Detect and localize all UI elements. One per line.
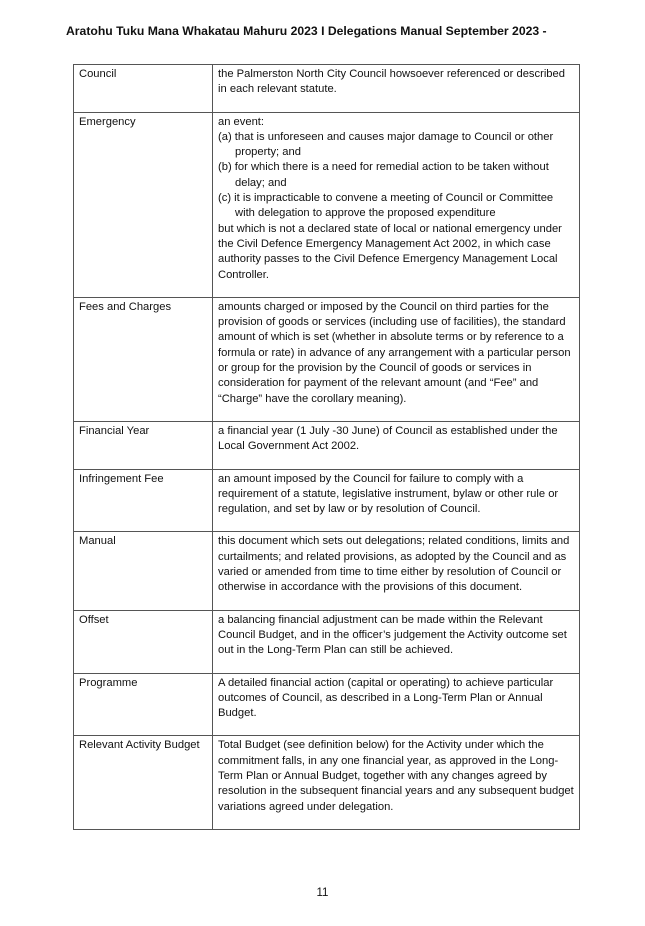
definition-text: the Palmerston North City Council howsoever referenced or described in each relevant statute. — [218, 68, 565, 96]
page-header-title: Aratohu Tuku Mana Whakatau Mahuru 2023 I Delegations Manual September 2023 - — [66, 24, 547, 38]
term-cell: Financial Year — [74, 421, 213, 469]
table-row — [74, 610, 580, 673]
definitions-table-body — [74, 65, 580, 830]
definition-list-item: (c) it is impracticable to convene a meeting of Council or Committee with delegation to approve the proposed expenditure — [218, 192, 554, 220]
definition-cell — [213, 736, 580, 829]
definition-cell — [213, 297, 580, 421]
definitions-table — [73, 64, 580, 830]
definition-text: Total Budget (see definition below) for the Activity under which the commitment falls, in any one financial year, as approved in the Long-Term Plan or Annual Budget, together with any changes agreed by resolution in the subsequent financial years and any subsequent budget variations agreed under delegation. — [218, 739, 574, 813]
definition-cell — [213, 65, 580, 113]
definition-text: a balancing financial adjustment can be made within the Relevant Council Budget, and in the officer’s judgement the Activity outcome set out in the Long-Term Plan can still be achieved. — [218, 613, 567, 657]
page-number: 11 — [316, 887, 329, 899]
table-row — [74, 297, 580, 421]
term-cell: Infringement Fee — [74, 469, 213, 532]
table-row — [74, 469, 580, 532]
definition-cell — [213, 469, 580, 532]
definition-cell — [213, 421, 580, 469]
definition-text: amounts charged or imposed by the Council on third parties for the provision of goods or services (including use of facilities), the standard amount of which is set (whether in absolute terms or by reference to a formula or rate) in advance of any arrangement with a particular person or group for the provision by the Council of goods or services in consideration for payment of the relevant amount (and “Fee” and “Charge” have the corollary meaning). — [218, 300, 571, 405]
term-cell: Offset — [74, 610, 213, 673]
definition-text: an event: — [218, 115, 265, 128]
term-cell: Council — [74, 65, 213, 113]
definition-text: a financial year (1 July -30 June) of Council as established under the Local Government Act 2002. — [218, 424, 558, 453]
term-cell: Manual — [74, 532, 213, 610]
table-row — [74, 112, 580, 297]
definition-text: but which is not a declared state of local or national emergency under the Civil Defence Emergency Management Act 2002, in which case authority passes to the Civil Defence Emergency Management Local Controller. — [218, 222, 562, 281]
table-row — [74, 65, 580, 113]
definition-cell — [213, 673, 580, 736]
definition-cell — [213, 112, 580, 297]
definition-text: this document which sets out delegations; related conditions, limits and curtailments; and related provisions, as adopted by the Council and as varied or amended from time to time either by resolution of Council or otherwise in accordance with the provisions of this document. — [218, 535, 570, 594]
term-cell: Fees and Charges — [74, 297, 213, 421]
definition-list-item: (b) for which there is a need for remedial action to be taken without delay; and — [218, 161, 549, 189]
definition-cell — [213, 532, 580, 610]
table-row — [74, 532, 580, 610]
definition-list-item: (a) that is unforeseen and causes major damage to Council or other property; and — [218, 130, 554, 159]
definition-text: A detailed financial action (capital or operating) to achieve particular outcomes of Council, as described in a Long-Term Plan or Annual Budget. — [218, 676, 554, 720]
definition-cell — [213, 610, 580, 673]
term-cell: Emergency — [74, 112, 213, 297]
definition-text: an amount imposed by the Council for failure to comply with a requirement of a statute, legislative instrument, bylaw or other rule or regulation, and set by law or by resolution of Council. — [218, 472, 559, 516]
table-row — [74, 673, 580, 736]
table-row — [74, 421, 580, 469]
term-cell: Relevant Activity Budget — [74, 736, 213, 829]
table-row — [74, 736, 580, 829]
term-cell: Programme — [74, 673, 213, 736]
